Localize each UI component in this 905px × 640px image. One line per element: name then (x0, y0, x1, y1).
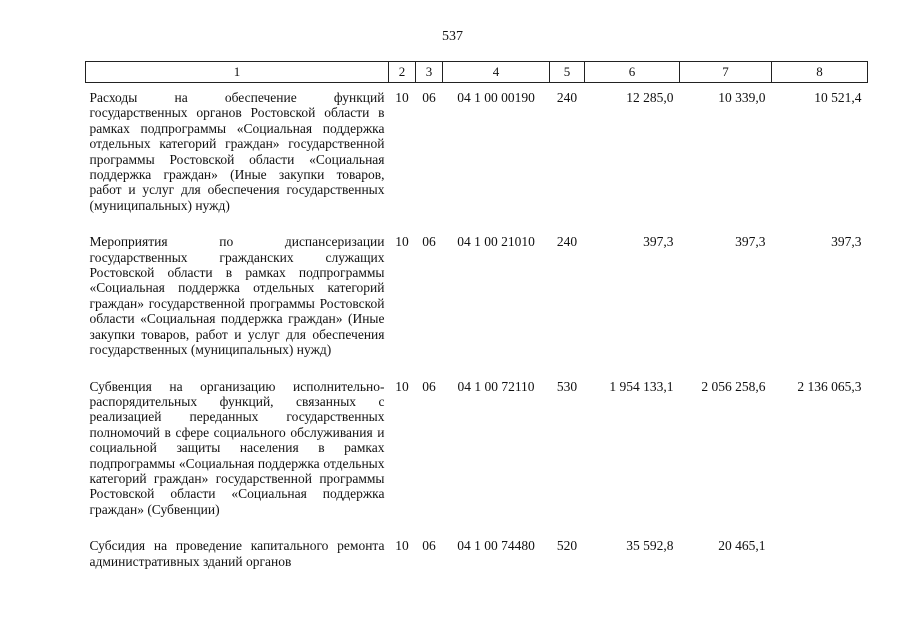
target-article-code: 04 1 00 00190 (457, 90, 535, 105)
amount-col-7: 20 465,1 (718, 538, 766, 554)
target-article-code: 04 1 00 72110 (457, 378, 535, 394)
section-code: 10 (395, 378, 409, 394)
page-number: 537 (442, 29, 463, 44)
expense-type-code: 520 (556, 538, 578, 554)
column-header: 4 (443, 62, 550, 83)
row-description: Расходы на обеспечение функций государственных органов Ростовской области в рамках подпрограммы «Социальная поддержка отдельных категорий граждан» государственной программы Ростовской области «Социальная поддержка граждан» (Иные закупки товаров, работ и услуг для обеспечения государственных (муниципальных) нужд) (89, 90, 385, 213)
amount-col-8 (772, 531, 868, 569)
section-code: 10 (395, 90, 409, 105)
amount-col-6: 1 954 133,1 (609, 378, 674, 394)
column-header: 2 (389, 62, 416, 83)
expense-type-code: 530 (556, 378, 578, 394)
section-code: 10 (395, 234, 409, 250)
amount-col-8: 2 136 065,3 (797, 378, 862, 394)
table-row (86, 531, 868, 569)
expense-type-code: 240 (556, 234, 578, 250)
amount-col-7: 2 056 258,6 (701, 378, 766, 394)
table-row (86, 83, 868, 228)
subsection-code: 06 (422, 234, 436, 250)
table-row (86, 227, 868, 371)
table-row (86, 372, 868, 532)
amount-col-6: 35 592,8 (626, 538, 674, 554)
column-header: 3 (416, 62, 443, 83)
table-header-row (86, 62, 868, 83)
expense-type-code: 240 (556, 90, 578, 105)
row-description: Субсидия на проведение капитального ремонта административных зданий органов (89, 538, 385, 569)
column-header: 5 (550, 62, 585, 83)
target-article-code: 04 1 00 74480 (457, 538, 535, 554)
amount-col-7: 10 339,0 (718, 90, 766, 105)
row-description: Субвенция на организацию исполнительно-распорядительных функций, связанных с реализацией переданных государственных полномочий в сфере социального обслуживания и социальной защиты населения в рамках подпрограммы «Социальная поддержка отдельных категорий граждан» государственной программы Ростовской области «Социальная поддержка граждан» (Субвенции) (89, 378, 385, 517)
amount-col-8: 397,3 (831, 234, 862, 250)
subsection-code: 06 (422, 90, 436, 105)
subsection-code: 06 (422, 538, 436, 554)
amount-col-6: 397,3 (643, 234, 674, 250)
row-description: Мероприятия по диспансеризации государственных гражданских служащих Ростовской области в рамках подпрограммы «Социальная поддержка отдельных категорий граждан» государственной программы Ростовской области «Социальная поддержка граждан» (Иные закупки товаров, работ и услуг для обеспечения государственных (муниципальных) нужд) (89, 234, 385, 358)
target-article-code: 04 1 00 21010 (457, 234, 535, 250)
column-header: 6 (585, 62, 680, 83)
section-code: 10 (395, 538, 409, 554)
column-header: 8 (772, 62, 868, 83)
column-header: 1 (86, 62, 389, 83)
amount-col-8: 10 521,4 (814, 90, 862, 105)
amount-col-7: 397,3 (735, 234, 766, 250)
amount-col-6: 12 285,0 (626, 90, 674, 105)
column-header: 7 (680, 62, 772, 83)
budget-table (85, 61, 868, 569)
subsection-code: 06 (422, 378, 436, 394)
